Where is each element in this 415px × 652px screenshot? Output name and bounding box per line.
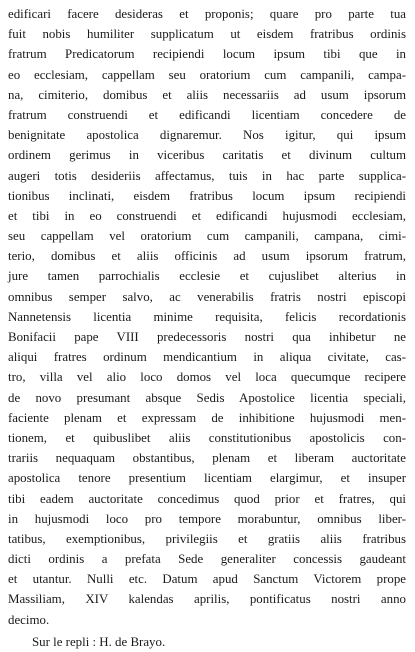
text-line: tionem, et quibuslibet aliis constitutionibus apostolicis con- [8,430,406,445]
text-line: apostolica tenore presentium licentiam elargimur, et insuper [8,471,406,486]
text-line: jure tamen parrochialis ecclesie et cujuslibet alterius in [8,269,406,284]
text-line: et tibi in eo construendi et edificandi hujusmodi ecclesiam, [8,208,406,223]
text-line: tionibus inclinati, eisdem fratribus locum ipsum recipiendi [8,188,406,203]
text-line: et utantur. Nulli etc. Datum apud Sanctum Victorem prope [8,572,406,587]
text-line: tatibus, exemptionibus, privilegiis et gratiis aliis fratribus [8,531,406,546]
text-line: Bonifacii pape VIII predecessoris nostri qua inhibetur ne [8,330,406,344]
text-line: dicti ordinis a prefata Sede generaliter concessis gaudeant [8,552,406,567]
text-line: ordinem gerimus in viceribus caritatis et divinum cultum [8,148,406,163]
text-line: Massiliam, XIV kalendas aprilis, pontificatus nostri anno [8,592,406,607]
text-line: de novo presumant absque Sedis Apostolice licentia speciali, [8,390,406,405]
text-line: tro, villa vel alio loco domos vel loca quecumque recipere [8,370,406,385]
text-line-last: decimo. [8,612,50,627]
text-line: terio, domibus et aliis officinis ad usum ipsorum fratrum, [8,249,406,264]
text-line: fuit nobis humiliter supplicatum ut eisdem fratribus ordinis [8,27,406,42]
text-line: augeri totis desideriis affectamus, tuis in hac parte supplica- [8,168,406,183]
text-line: in hujusmodi loco pro tempore morabuntur, omnibus liber- [8,511,406,526]
document-page [8,4,406,652]
text-line: benignitate apostolica dignaremur. Nos igitur, qui ipsum [8,128,406,143]
text-line: eo ecclesiam, cappellam seu oratorium cum campanili, campa- [8,67,406,82]
text-line: tibi eadem auctoritate concedimus quod prior et fratres, qui [8,491,406,506]
text-line: edificari facere desideras et proponis; quare pro parte tua [8,7,406,21]
text-line: faciente plenam et expressam de inhibitione hujusmodi men- [8,410,406,425]
text-line: Nannetensis licentia minime requisita, felicis recordationis [8,309,406,324]
signature-line: Sur le repli : H. de Brayo. [32,634,166,649]
text-line: seu cappellam vel oratorium cum campanili, campana, cimi- [8,229,406,244]
text-line: aliqui fratres ordinum mendicantium in aliqua civitate, cas- [8,350,406,365]
text-line: trariis nequaquam obstantibus, plenam et liberam auctoritate [8,451,406,466]
text-line: na, cimiterio, domibus et aliis necessariis ad usum ipsorum [8,87,406,102]
body-text [8,4,406,630]
text-line: omnibus semper salvo, ac venerabilis fratris nostri episcopi [8,289,406,304]
text-line: fratrum construendi et edificandi licentiam concedere de [8,107,406,122]
text-line: fratrum Predicatorum recipiendi locum ipsum tibi que in [8,47,406,62]
